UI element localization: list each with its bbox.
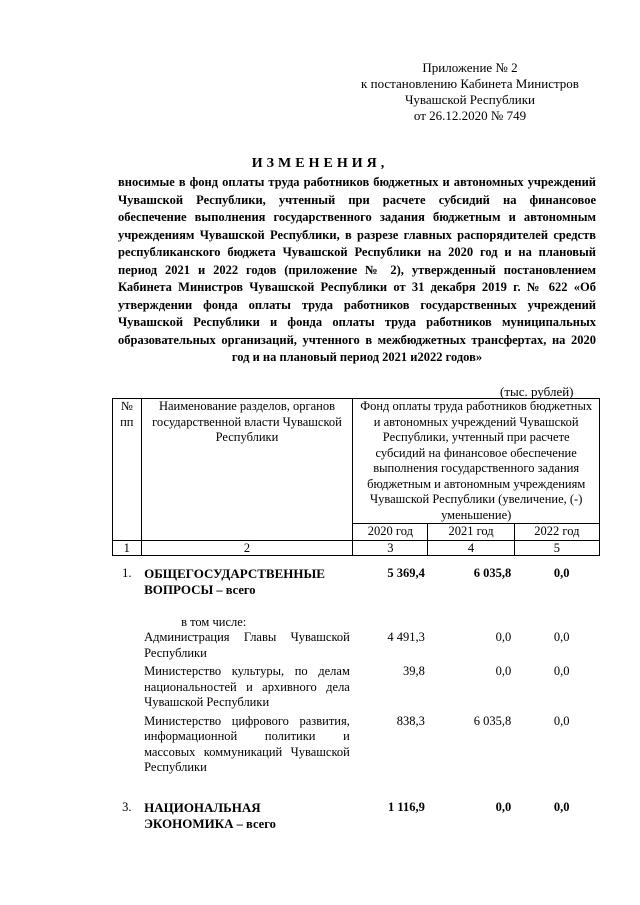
section-suffix: – всего	[213, 583, 256, 597]
column-number-row	[113, 540, 600, 555]
header-year-2020: 2020 год	[353, 524, 428, 541]
table-row	[113, 711, 600, 776]
header-year-2021: 2021 год	[428, 524, 514, 541]
section-title: ОБЩЕГОСУДАРСТВЕННЫЕ ВОПРОСЫ	[144, 565, 325, 597]
units-label: (тыс. рублей)	[500, 384, 574, 399]
table-row	[113, 599, 600, 631]
header-name: Наименование разделов, органов государственной власти Чувашской Республики	[141, 399, 353, 541]
row-value-2020: 4 491,3	[387, 630, 425, 644]
table-row	[113, 776, 600, 833]
row-value-2022: 0,0	[553, 630, 570, 644]
row-name: Министерство цифрового развития, информационной политики и массовых коммуникаций Чувашской Республики	[144, 713, 350, 774]
row-value-2021: 6 035,8	[473, 713, 512, 728]
row-value-2020: 39,8	[402, 664, 425, 678]
row-name: Администрация Главы Чувашской Республики	[144, 630, 350, 660]
appendix-line-2: к постановлению Кабинета Министров	[361, 76, 579, 91]
section-number: 3.	[122, 799, 132, 814]
row-name: Министерство культуры, по делам национальностей и архивного дела Чувашской Республики	[144, 664, 350, 709]
section-value-2020: 1 116,9	[388, 799, 425, 814]
colnum-2: 2	[141, 540, 353, 555]
section-name	[141, 555, 353, 599]
table-row	[113, 630, 600, 661]
appendix-line-3: Чувашской Республики	[404, 92, 536, 107]
section-suffix: – всего	[233, 817, 276, 831]
row-value-2022: 0,0	[553, 664, 570, 678]
table-row	[113, 661, 600, 711]
section-value-2021: 6 035,8	[473, 565, 512, 580]
appendix-line-1: Приложение № 2	[422, 60, 518, 75]
section-value-2020: 5 369,4	[387, 565, 425, 580]
changes-table	[112, 398, 600, 833]
row-value-2022: 0,0	[553, 713, 570, 728]
header-year-2022: 2022 год	[514, 524, 599, 541]
section-value-2021: 0,0	[495, 799, 512, 814]
row-value-2021: 0,0	[495, 664, 512, 678]
section-name	[141, 776, 353, 833]
appendix-block	[340, 60, 600, 124]
header-fund: Фонд оплаты труда работников бюджетных и автономных учреждений Чувашской Республики, учтенный при расчете субсидий на финансовое обеспечение выполнения государственного задания бюджетным и автономным учреждениям Чувашской Республики (увеличение, (-) уменьшение)	[353, 399, 600, 524]
row-value-2021: 0,0	[495, 630, 512, 644]
header-number: № пп	[113, 399, 142, 541]
section-value-2022: 0,0	[553, 799, 570, 814]
colnum-1: 1	[113, 540, 142, 555]
row-value-2020: 838,3	[396, 713, 425, 728]
section-number: 1.	[122, 565, 132, 580]
appendix-line-4: от 26.12.2020 № 749	[413, 108, 527, 123]
including-label: в том числе:	[181, 614, 247, 629]
colnum-4: 4	[428, 540, 514, 555]
section-value-2022: 0,0	[553, 565, 570, 580]
document-title: ИЗМЕНЕНИЯ,	[251, 156, 389, 171]
table-row	[113, 555, 600, 599]
section-title: НАЦИОНАЛЬНАЯ ЭКОНОМИКА	[144, 799, 261, 831]
table-header-row	[113, 399, 600, 524]
colnum-5: 5	[514, 540, 599, 555]
colnum-3: 3	[353, 540, 428, 555]
document-subtitle: вносимые в фонд оплаты труда работников бюджетных и автономных учреждений Чувашской Республики, учтенный при расчете субсидий на финансовое обеспечение выполнения государственного задания бюджетным и автономным учреждениям Чувашской Республики, в разрезе главных распорядителей средств республиканского бюджета Чувашской Республики на 2020 год и на плановый период 2021 и 2022 годов (приложение № 2), утвержденный постановлением Кабинета Министров Чувашской Республики от 31 декабря 2019 г. № 622 «Об утверждении фонда оплаты труда работников государственных учреждений Чувашской Республики и фонда оплаты труда работников муниципальных образовательных организаций, учтенного в межбюджетных трансфертах, на 2020 год и на плановый период 2021 и2022 годов»	[118, 175, 596, 364]
